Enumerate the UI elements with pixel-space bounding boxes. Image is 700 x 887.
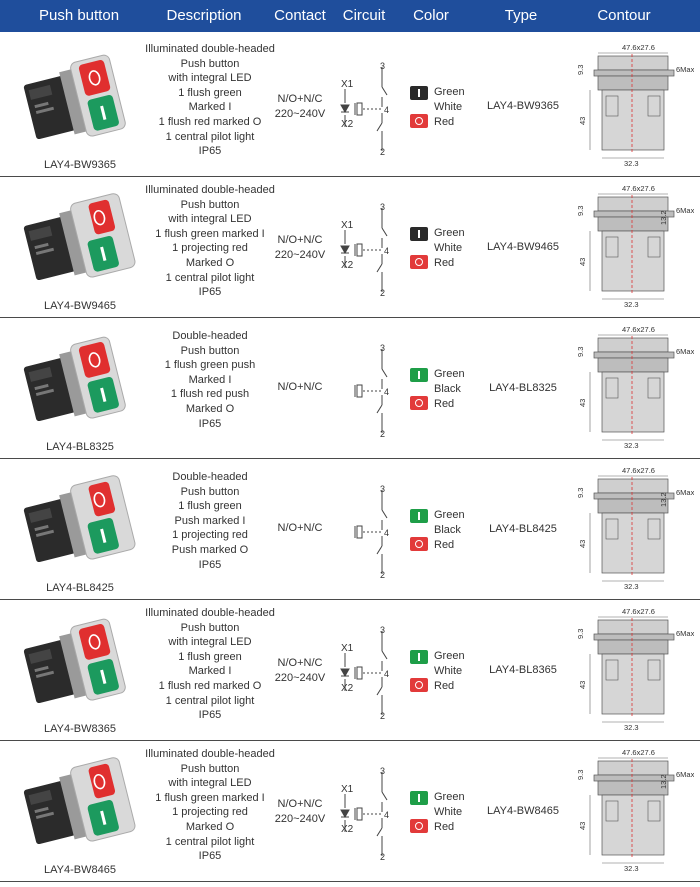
color-label: Green (434, 509, 465, 521)
push-button-photo (22, 191, 138, 287)
description-line: IP65 (198, 850, 222, 863)
description-line: Push marked O (171, 543, 249, 556)
swatch-bottom-icon (410, 537, 428, 551)
swatch-top-icon (410, 227, 428, 241)
circuit-terminal-4: 4 (384, 669, 390, 679)
circuit-terminal-2: 2 (380, 429, 386, 439)
contour-dim-h: 43 (578, 539, 587, 548)
description-line: with integral LED (168, 636, 252, 649)
circuit (337, 766, 397, 862)
circuit-x2: X2 (341, 824, 354, 835)
type-code: LAY4-BL8425 (489, 523, 557, 535)
model-label: LAY4-BW9465 (44, 300, 116, 312)
description-line: 1 central pilot light (165, 835, 255, 848)
description-line: 1 central pilot light (165, 130, 255, 143)
description-line: IP65 (198, 709, 222, 722)
swatch-top-icon (410, 368, 428, 382)
color-label: White (434, 242, 463, 254)
color-options (410, 650, 480, 700)
type-code: LAY4-BL8365 (489, 664, 557, 676)
description-line: Push button (180, 621, 240, 634)
circuit-terminal-2: 2 (380, 147, 386, 157)
contour-dim-base: 32.3 (624, 441, 639, 450)
col-circuit: Circuit (342, 7, 386, 24)
push-button-photo (22, 50, 138, 146)
circuit-x2: X2 (341, 683, 354, 694)
swatch-bottom-icon (410, 819, 428, 833)
type-code: LAY4-BL8325 (489, 382, 557, 394)
contour-dim-max: 6Max (676, 65, 694, 74)
push-button-photo (22, 755, 138, 851)
circuit (337, 625, 397, 721)
description-line: 1 central pilot light (165, 271, 255, 284)
circuit-terminal-2: 2 (380, 288, 386, 298)
contour-dim-2: 13.2 (659, 492, 668, 507)
col-type: Type (504, 7, 538, 24)
contour-dim-1: 9.3 (576, 769, 585, 780)
contour-drawing (576, 747, 694, 875)
contour-dim-1: 9.3 (576, 628, 585, 639)
description-line: Illuminated double-headed (145, 184, 275, 196)
color-label: White (434, 101, 463, 113)
contact (278, 380, 323, 395)
description-line: Illuminated double-headed (145, 748, 275, 760)
swatch-bottom-icon (410, 678, 428, 692)
color-options (410, 368, 480, 418)
contour-drawing (576, 465, 694, 593)
contact-line: N/O+N/C (277, 234, 323, 246)
swatch-bottom-icon (410, 114, 428, 128)
description-line: 1 flush red push (170, 388, 250, 401)
table-header (0, 0, 700, 32)
color-options (410, 791, 480, 841)
description (142, 606, 278, 723)
type-code: LAY4-BW9465 (487, 241, 559, 253)
col-contour: Contour (597, 7, 651, 24)
description-line: IP65 (198, 558, 222, 571)
table-row (0, 600, 700, 741)
push-button-photo (22, 614, 138, 710)
circuit-terminal-2: 2 (380, 570, 386, 580)
description-line: Marked O (185, 820, 235, 833)
color-label: Red (434, 680, 455, 692)
color-label: Green (434, 368, 465, 380)
circuit-terminal-4: 4 (384, 810, 390, 820)
color-label: Red (434, 821, 455, 833)
contour-dim-h: 43 (578, 257, 587, 266)
push-button-photo (22, 473, 138, 569)
circuit-terminal-4: 4 (384, 246, 390, 256)
contour-dim-base: 32.3 (624, 723, 639, 732)
circuit (337, 343, 397, 439)
color-label: Green (434, 650, 465, 662)
description-line: 1 flush green (178, 500, 242, 513)
contour-dim-base: 32.3 (624, 300, 639, 309)
contour-drawing (576, 324, 694, 452)
circuit-x1: X1 (341, 643, 354, 654)
contour-dim-2: 13.2 (659, 774, 668, 789)
description-line: 1 flush green push (164, 359, 256, 372)
contour-dim-1: 9.3 (576, 64, 585, 75)
swatch-top-icon (410, 509, 428, 523)
contact-line: N/O+N/C (277, 522, 323, 534)
circuit-x1: X1 (341, 220, 354, 231)
model-label: LAY4-BW9365 (44, 159, 116, 171)
color-label: White (434, 806, 463, 818)
description-line: Marked O (185, 256, 235, 269)
description-line: IP65 (198, 286, 222, 299)
description (142, 747, 278, 864)
description (142, 183, 278, 300)
contour-dim-max: 6Max (676, 347, 694, 356)
contact (275, 797, 325, 827)
description-line: 1 flush green marked I (155, 791, 265, 804)
color-label: Green (434, 86, 465, 98)
model-label: LAY4-BL8425 (46, 582, 114, 594)
description (142, 329, 278, 431)
contact (278, 521, 323, 536)
description-line: Push button (180, 344, 240, 357)
color-label: Red (434, 398, 455, 410)
circuit-terminal-3: 3 (380, 766, 386, 776)
description-line: Illuminated double-headed (145, 43, 275, 55)
contour-dim-base: 32.3 (624, 864, 639, 873)
col-push-button: Push button (38, 7, 120, 24)
description-line: Push button (180, 485, 240, 498)
contact (275, 92, 325, 122)
circuit-x2: X2 (341, 119, 354, 130)
swatch-bottom-icon (410, 396, 428, 410)
contour-dim-base: 32.3 (624, 159, 639, 168)
color-label: Green (434, 791, 465, 803)
description-line: Push button (180, 198, 240, 211)
description-line: IP65 (198, 417, 222, 430)
color-label: Green (434, 227, 465, 239)
description-line: Marked I (188, 665, 232, 678)
table-row (0, 177, 700, 318)
description-line: with integral LED (168, 72, 252, 85)
swatch-top-icon (410, 86, 428, 100)
description-line: 1 flush green (178, 86, 242, 99)
contact-line: 220~240V (274, 672, 326, 684)
swatch-bottom-icon (410, 255, 428, 269)
contour-dim-2: 13.2 (659, 210, 668, 225)
description (142, 470, 278, 572)
circuit-x1: X1 (341, 784, 354, 795)
color-label: Red (434, 257, 455, 269)
contour-dim-max: 6Max (676, 488, 694, 497)
color-label: Red (434, 116, 455, 128)
contour-dim-max: 6Max (676, 770, 694, 779)
type-code: LAY4-BW9365 (487, 100, 559, 112)
push-button-photo (22, 332, 138, 428)
contact-line: 220~240V (274, 249, 326, 261)
contact-line: N/O+N/C (277, 657, 323, 669)
circuit-terminal-3: 3 (380, 202, 386, 212)
color-options (410, 227, 480, 277)
model-label: LAY4-BL8325 (46, 441, 114, 453)
description-line: 1 flush red marked O (158, 679, 262, 692)
color-options (410, 86, 480, 136)
description-line: with integral LED (168, 213, 252, 226)
circuit-terminal-3: 3 (380, 625, 386, 635)
color-label: Red (434, 539, 455, 551)
contour-dim-top: 47.6x27.6 (622, 43, 655, 52)
description (142, 42, 278, 159)
contour-dim-max: 6Max (676, 629, 694, 638)
description-line: Double-headed (172, 330, 248, 342)
contour-drawing (576, 606, 694, 734)
description-line: Push button (180, 762, 240, 775)
description-line: Marked I (188, 373, 232, 386)
description-line: 1 flush green marked I (155, 227, 265, 240)
color-label: Black (434, 524, 461, 536)
col-color: Color (413, 7, 449, 24)
contour-drawing (576, 183, 694, 311)
color-label: Black (434, 383, 461, 395)
circuit (337, 484, 397, 580)
table-row (0, 741, 700, 882)
swatch-top-icon (410, 650, 428, 664)
contour-dim-1: 9.3 (576, 346, 585, 357)
table-row (0, 459, 700, 600)
contour-dim-h: 43 (578, 116, 587, 125)
description-line: 1 flush red marked O (158, 115, 262, 128)
color-options (410, 509, 480, 559)
circuit (337, 61, 397, 157)
description-line: Marked O (185, 402, 235, 415)
contour-dim-h: 43 (578, 821, 587, 830)
color-label: White (434, 665, 463, 677)
description-line: Marked I (188, 101, 232, 114)
circuit-terminal-2: 2 (380, 852, 386, 862)
contact-line: 220~240V (274, 813, 326, 825)
circuit-x2: X2 (341, 260, 354, 271)
col-contact: Contact (274, 7, 326, 24)
contour-dim-top: 47.6x27.6 (622, 466, 655, 475)
circuit-terminal-4: 4 (384, 387, 390, 397)
description-line: Double-headed (172, 471, 248, 483)
contact (275, 233, 325, 263)
contour-dim-max: 6Max (676, 206, 694, 215)
description-line: Push marked I (174, 514, 246, 527)
contact-line: N/O+N/C (277, 798, 323, 810)
type-code: LAY4-BW8465 (487, 805, 559, 817)
contour-dim-1: 9.3 (576, 487, 585, 498)
table-row (0, 318, 700, 459)
description-line: Illuminated double-headed (145, 607, 275, 619)
description-line: 1 projecting red (172, 529, 248, 542)
description-line: 1 projecting red (172, 806, 248, 819)
contour-dim-base: 32.3 (624, 582, 639, 591)
contact-line: N/O+N/C (277, 93, 323, 105)
contour-dim-1: 9.3 (576, 205, 585, 216)
contour-dim-top: 47.6x27.6 (622, 184, 655, 193)
contour-dim-h: 43 (578, 680, 587, 689)
circuit-x1: X1 (341, 79, 354, 90)
circuit-terminal-2: 2 (380, 711, 386, 721)
contour-drawing (576, 42, 694, 170)
contact (275, 656, 325, 686)
description-line: 1 central pilot light (165, 694, 255, 707)
contour-dim-top: 47.6x27.6 (622, 325, 655, 334)
circuit-terminal-3: 3 (380, 484, 386, 494)
circuit (337, 202, 397, 298)
contour-dim-top: 47.6x27.6 (622, 748, 655, 757)
contact-line: 220~240V (274, 108, 326, 120)
description-line: 1 projecting red (172, 242, 248, 255)
model-label: LAY4-BW8465 (44, 864, 116, 876)
contour-dim-top: 47.6x27.6 (622, 607, 655, 616)
circuit-terminal-4: 4 (384, 528, 390, 538)
table-row (0, 36, 700, 177)
model-label: LAY4-BW8365 (44, 723, 116, 735)
description-line: Push button (180, 57, 240, 70)
description-line: 1 flush green (178, 650, 242, 663)
circuit-terminal-4: 4 (384, 105, 390, 115)
contour-dim-h: 43 (578, 398, 587, 407)
col-description: Description (166, 7, 242, 24)
swatch-top-icon (410, 791, 428, 805)
circuit-terminal-3: 3 (380, 343, 386, 353)
contact-line: N/O+N/C (277, 381, 323, 393)
description-line: with integral LED (168, 777, 252, 790)
description-line: IP65 (198, 145, 222, 158)
circuit-terminal-3: 3 (380, 61, 386, 71)
